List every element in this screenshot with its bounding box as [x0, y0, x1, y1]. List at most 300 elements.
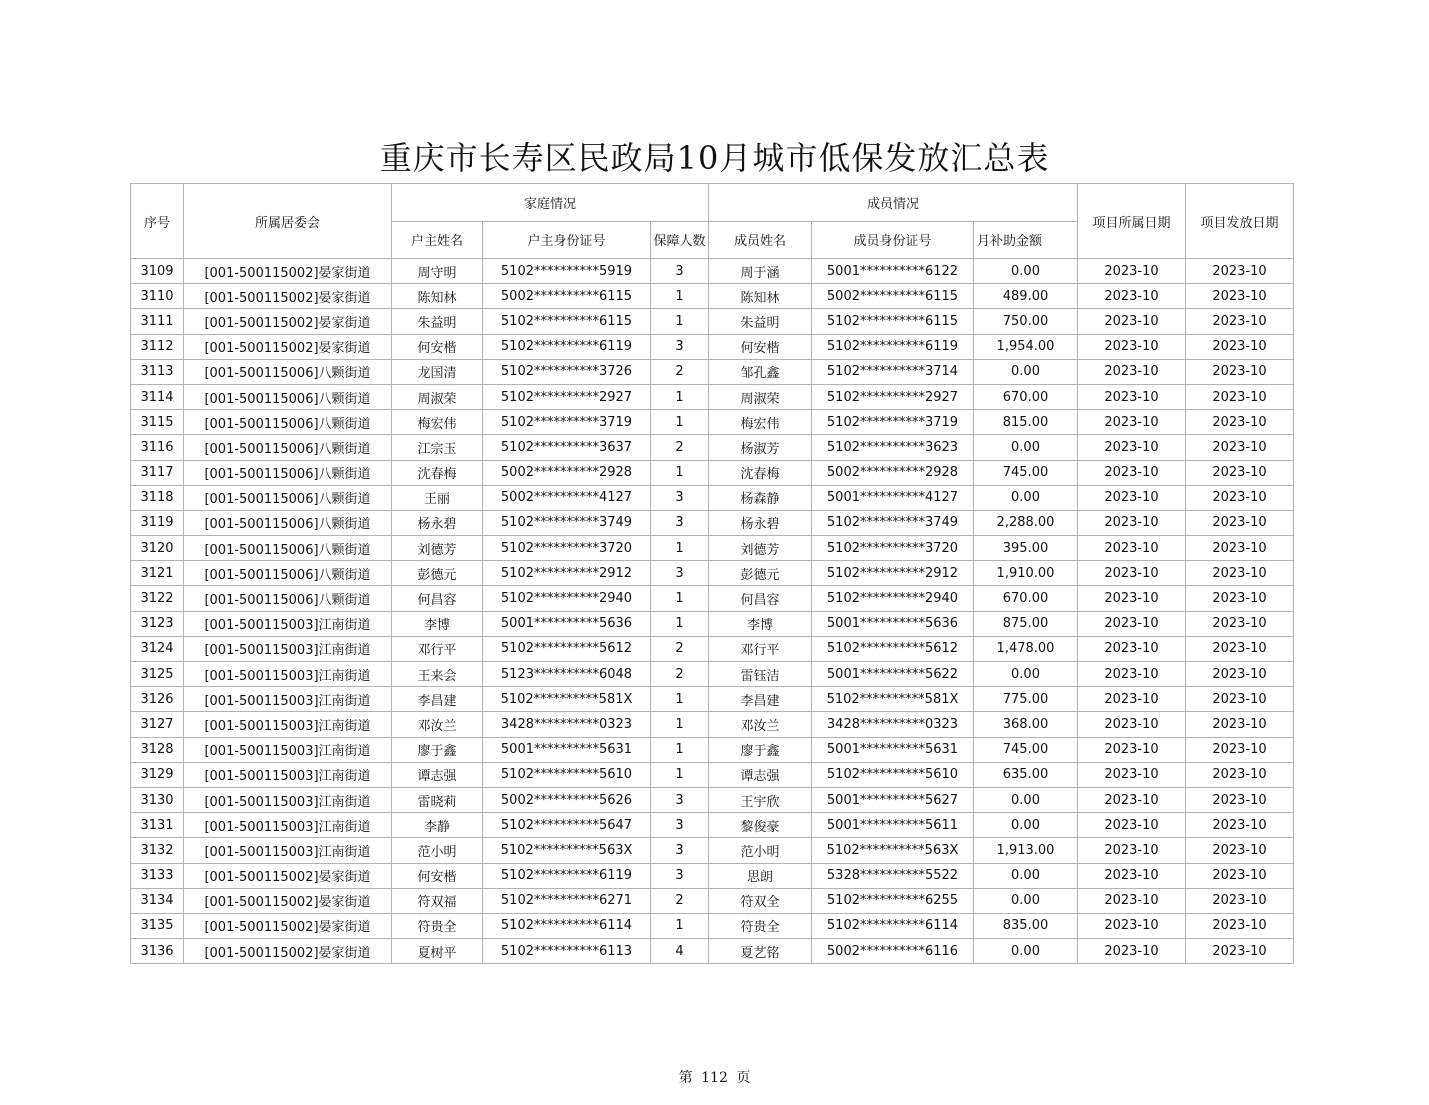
cell-seq: 3122: [131, 586, 184, 611]
cell-committee: [001-500115006]八颗街道: [184, 410, 392, 435]
cell-belong-date: 2023-10: [1078, 687, 1186, 712]
cell-member-name: 邹孔鑫: [709, 359, 812, 384]
cell-member-name: 杨森静: [709, 485, 812, 510]
cell-committee: [001-500115006]八颗街道: [184, 536, 392, 561]
table-row: [131, 460, 1294, 485]
cell-covered: 1: [651, 687, 709, 712]
cell-head-name: 何昌容: [392, 586, 483, 611]
cell-belong-date: 2023-10: [1078, 334, 1186, 359]
cell-subsidy: 875.00: [974, 611, 1078, 636]
cell-seq: 3117: [131, 460, 184, 485]
cell-subsidy: 670.00: [974, 586, 1078, 611]
cell-committee: [001-500115006]八颗街道: [184, 384, 392, 409]
cell-subsidy: 368.00: [974, 712, 1078, 737]
cell-covered: 1: [651, 737, 709, 762]
cell-seq: 3113: [131, 359, 184, 384]
cell-head-id: 5102**********5612: [483, 636, 651, 661]
cell-seq: 3109: [131, 259, 184, 284]
cell-head-id: 5102**********581X: [483, 687, 651, 712]
table-row: [131, 410, 1294, 435]
cell-seq: 3135: [131, 913, 184, 938]
cell-member-name: 邓汝兰: [709, 712, 812, 737]
cell-issue-date: 2023-10: [1186, 485, 1294, 510]
cell-head-name: 江宗玉: [392, 435, 483, 460]
cell-head-id: 5102**********5647: [483, 813, 651, 838]
cell-issue-date: 2023-10: [1186, 435, 1294, 460]
cell-issue-date: 2023-10: [1186, 787, 1294, 812]
cell-member-id: 5001**********5631: [812, 737, 974, 762]
cell-covered: 1: [651, 913, 709, 938]
cell-covered: 1: [651, 460, 709, 485]
cell-covered: 2: [651, 888, 709, 913]
cell-covered: 3: [651, 863, 709, 888]
cell-seq: 3130: [131, 787, 184, 812]
cell-covered: 3: [651, 813, 709, 838]
cell-belong-date: 2023-10: [1078, 762, 1186, 787]
cell-head-name: 范小明: [392, 838, 483, 863]
cell-committee: [001-500115003]江南街道: [184, 662, 392, 687]
cell-head-id: 5102**********6113: [483, 939, 651, 964]
cell-member-name: 黎俊豪: [709, 813, 812, 838]
table-row: [131, 636, 1294, 661]
cell-belong-date: 2023-10: [1078, 359, 1186, 384]
cell-belong-date: 2023-10: [1078, 460, 1186, 485]
cell-member-id: 5102**********3719: [812, 410, 974, 435]
cell-head-id: 5102**********3749: [483, 510, 651, 535]
cell-head-name: 何安楷: [392, 863, 483, 888]
cell-seq: 3121: [131, 561, 184, 586]
cell-subsidy: 0.00: [974, 435, 1078, 460]
table-row: [131, 888, 1294, 913]
cell-seq: 3112: [131, 334, 184, 359]
cell-member-name: 谭志强: [709, 762, 812, 787]
table-row: [131, 334, 1294, 359]
cell-head-id: 5102**********2927: [483, 384, 651, 409]
cell-head-id: 5002**********2928: [483, 460, 651, 485]
cell-seq: 3131: [131, 813, 184, 838]
cell-seq: 3132: [131, 838, 184, 863]
cell-belong-date: 2023-10: [1078, 536, 1186, 561]
cell-head-id: 5102**********2912: [483, 561, 651, 586]
cell-head-id: 5102**********6115: [483, 309, 651, 334]
cell-issue-date: 2023-10: [1186, 410, 1294, 435]
cell-head-name: 沈春梅: [392, 460, 483, 485]
cell-committee: [001-500115006]八颗街道: [184, 460, 392, 485]
cell-subsidy: 0.00: [974, 939, 1078, 964]
cell-seq: 3123: [131, 611, 184, 636]
header-member-name: 成员姓名: [709, 221, 812, 259]
cell-committee: [001-500115003]江南街道: [184, 636, 392, 661]
cell-head-id: 5102**********6119: [483, 334, 651, 359]
table-row: [131, 309, 1294, 334]
cell-subsidy: 745.00: [974, 737, 1078, 762]
cell-issue-date: 2023-10: [1186, 687, 1294, 712]
cell-member-name: 邓行平: [709, 636, 812, 661]
cell-seq: 3126: [131, 687, 184, 712]
cell-committee: [001-500115006]八颗街道: [184, 485, 392, 510]
cell-member-id: 5001**********5636: [812, 611, 974, 636]
cell-issue-date: 2023-10: [1186, 561, 1294, 586]
table-row: [131, 284, 1294, 309]
cell-head-id: 5102**********6271: [483, 888, 651, 913]
header-member-group: 成员情况: [709, 184, 1078, 222]
cell-head-name: 邓汝兰: [392, 712, 483, 737]
cell-subsidy: 635.00: [974, 762, 1078, 787]
cell-committee: [001-500115003]江南街道: [184, 838, 392, 863]
cell-issue-date: 2023-10: [1186, 510, 1294, 535]
table-row: [131, 787, 1294, 812]
cell-head-id: 5102**********3719: [483, 410, 651, 435]
cell-member-name: 朱益明: [709, 309, 812, 334]
cell-head-name: 符贵全: [392, 913, 483, 938]
cell-issue-date: 2023-10: [1186, 586, 1294, 611]
table-row: [131, 712, 1294, 737]
cell-covered: 3: [651, 838, 709, 863]
cell-member-id: 5102**********6115: [812, 309, 974, 334]
cell-member-name: 杨永碧: [709, 510, 812, 535]
footer-suffix: 页: [736, 1070, 751, 1086]
cell-belong-date: 2023-10: [1078, 939, 1186, 964]
cell-head-id: 5123**********6048: [483, 662, 651, 687]
cell-committee: [001-500115002]晏家街道: [184, 863, 392, 888]
header-family-group: 家庭情况: [392, 184, 709, 222]
cell-member-id: 5102**********2940: [812, 586, 974, 611]
table-row: [131, 813, 1294, 838]
cell-subsidy: 395.00: [974, 536, 1078, 561]
table-header: [131, 184, 1294, 259]
table-row: [131, 913, 1294, 938]
cell-seq: 3115: [131, 410, 184, 435]
cell-issue-date: 2023-10: [1186, 737, 1294, 762]
cell-committee: [001-500115003]江南街道: [184, 687, 392, 712]
cell-belong-date: 2023-10: [1078, 636, 1186, 661]
cell-member-id: 5102**********5610: [812, 762, 974, 787]
cell-member-name: 梅宏伟: [709, 410, 812, 435]
cell-covered: 1: [651, 611, 709, 636]
cell-subsidy: 745.00: [974, 460, 1078, 485]
cell-member-name: 范小明: [709, 838, 812, 863]
cell-covered: 2: [651, 435, 709, 460]
cell-subsidy: 1,478.00: [974, 636, 1078, 661]
cell-subsidy: 0.00: [974, 359, 1078, 384]
cell-member-id: 5102**********3623: [812, 435, 974, 460]
cell-committee: [001-500115003]江南街道: [184, 762, 392, 787]
cell-covered: 1: [651, 762, 709, 787]
cell-member-name: 王宇欣: [709, 787, 812, 812]
cell-committee: [001-500115003]江南街道: [184, 712, 392, 737]
page-title: 重庆市长寿区民政局10月城市低保发放汇总表: [379, 139, 1050, 177]
cell-member-name: 陈知林: [709, 284, 812, 309]
cell-member-name: 思朗: [709, 863, 812, 888]
cell-belong-date: 2023-10: [1078, 787, 1186, 812]
cell-belong-date: 2023-10: [1078, 284, 1186, 309]
header-member-id: 成员身份证号: [812, 221, 974, 259]
table-row: [131, 536, 1294, 561]
cell-committee: [001-500115006]八颗街道: [184, 359, 392, 384]
cell-issue-date: 2023-10: [1186, 662, 1294, 687]
cell-head-name: 廖于鑫: [392, 737, 483, 762]
cell-head-name: 周淑荣: [392, 384, 483, 409]
cell-member-id: 5001**********6122: [812, 259, 974, 284]
cell-head-name: 雷晓莉: [392, 787, 483, 812]
cell-issue-date: 2023-10: [1186, 813, 1294, 838]
cell-head-id: 5102**********563X: [483, 838, 651, 863]
cell-head-id: 3428**********0323: [483, 712, 651, 737]
cell-member-id: 5002**********6116: [812, 939, 974, 964]
cell-subsidy: 0.00: [974, 813, 1078, 838]
cell-subsidy: 0.00: [974, 485, 1078, 510]
cell-head-name: 朱益明: [392, 309, 483, 334]
cell-belong-date: 2023-10: [1078, 510, 1186, 535]
cell-member-name: 何安楷: [709, 334, 812, 359]
cell-issue-date: 2023-10: [1186, 309, 1294, 334]
cell-subsidy: 0.00: [974, 662, 1078, 687]
allowance-table: [130, 183, 1294, 964]
cell-seq: 3133: [131, 863, 184, 888]
cell-subsidy: 0.00: [974, 863, 1078, 888]
cell-head-name: 杨永碧: [392, 510, 483, 535]
footer-prefix: 第: [678, 1070, 693, 1086]
cell-subsidy: 1,910.00: [974, 561, 1078, 586]
cell-member-id: 5001**********5611: [812, 813, 974, 838]
cell-belong-date: 2023-10: [1078, 485, 1186, 510]
cell-head-id: 5102**********3720: [483, 536, 651, 561]
cell-committee: [001-500115003]江南街道: [184, 737, 392, 762]
cell-head-id: 5102**********3726: [483, 359, 651, 384]
cell-belong-date: 2023-10: [1078, 712, 1186, 737]
cell-issue-date: 2023-10: [1186, 359, 1294, 384]
cell-issue-date: 2023-10: [1186, 536, 1294, 561]
cell-member-name: 刘德芳: [709, 536, 812, 561]
cell-committee: [001-500115002]晏家街道: [184, 259, 392, 284]
cell-member-id: 5102**********6114: [812, 913, 974, 938]
cell-subsidy: 750.00: [974, 309, 1078, 334]
cell-belong-date: 2023-10: [1078, 913, 1186, 938]
cell-committee: [001-500115002]晏家街道: [184, 888, 392, 913]
cell-belong-date: 2023-10: [1078, 813, 1186, 838]
cell-issue-date: 2023-10: [1186, 863, 1294, 888]
cell-covered: 1: [651, 586, 709, 611]
page-number: 112: [701, 1070, 728, 1086]
table-row: [131, 384, 1294, 409]
cell-covered: 3: [651, 259, 709, 284]
cell-member-id: 5102**********3749: [812, 510, 974, 535]
page-footer: [0, 1068, 1429, 1088]
cell-member-id: 5001**********5622: [812, 662, 974, 687]
cell-member-name: 符贵全: [709, 913, 812, 938]
table-row: [131, 687, 1294, 712]
cell-subsidy: 1,913.00: [974, 838, 1078, 863]
cell-committee: [001-500115002]晏家街道: [184, 913, 392, 938]
cell-belong-date: 2023-10: [1078, 888, 1186, 913]
header-seq: 序号: [131, 184, 184, 259]
cell-head-name: 王来会: [392, 662, 483, 687]
cell-member-id: 5328**********5522: [812, 863, 974, 888]
cell-subsidy: 0.00: [974, 888, 1078, 913]
cell-member-id: 5001**********5627: [812, 787, 974, 812]
cell-belong-date: 2023-10: [1078, 737, 1186, 762]
cell-subsidy: 1,954.00: [974, 334, 1078, 359]
header-covered: 保障人数: [651, 221, 709, 259]
header-head-name: 户主姓名: [392, 221, 483, 259]
cell-issue-date: 2023-10: [1186, 712, 1294, 737]
cell-committee: [001-500115006]八颗街道: [184, 435, 392, 460]
table-row: [131, 485, 1294, 510]
cell-subsidy: 489.00: [974, 284, 1078, 309]
cell-member-name: 符双全: [709, 888, 812, 913]
table-row: [131, 561, 1294, 586]
cell-covered: 1: [651, 536, 709, 561]
cell-member-id: 5102**********581X: [812, 687, 974, 712]
cell-seq: 3111: [131, 309, 184, 334]
table-body: [131, 259, 1294, 964]
cell-committee: [001-500115002]晏家街道: [184, 334, 392, 359]
cell-covered: 4: [651, 939, 709, 964]
cell-covered: 3: [651, 510, 709, 535]
cell-covered: 1: [651, 712, 709, 737]
cell-subsidy: 0.00: [974, 259, 1078, 284]
cell-subsidy: 0.00: [974, 787, 1078, 812]
cell-committee: [001-500115002]晏家街道: [184, 309, 392, 334]
cell-seq: 3127: [131, 712, 184, 737]
header-issue-date: 项目发放日期: [1186, 184, 1294, 259]
cell-covered: 3: [651, 561, 709, 586]
cell-head-id: 5102**********2940: [483, 586, 651, 611]
cell-belong-date: 2023-10: [1078, 611, 1186, 636]
table-row: [131, 662, 1294, 687]
cell-covered: 2: [651, 636, 709, 661]
table-row: [131, 838, 1294, 863]
cell-covered: 1: [651, 410, 709, 435]
cell-member-id: 5102**********6255: [812, 888, 974, 913]
cell-covered: 2: [651, 662, 709, 687]
cell-head-name: 梅宏伟: [392, 410, 483, 435]
cell-member-id: 5102**********3714: [812, 359, 974, 384]
header-subsidy: 月补助金额: [974, 221, 1078, 259]
cell-member-name: 沈春梅: [709, 460, 812, 485]
cell-covered: 3: [651, 334, 709, 359]
cell-covered: 2: [651, 359, 709, 384]
cell-belong-date: 2023-10: [1078, 410, 1186, 435]
cell-seq: 3119: [131, 510, 184, 535]
cell-head-id: 5001**********5631: [483, 737, 651, 762]
cell-member-id: 5001**********4127: [812, 485, 974, 510]
cell-member-id: 5102**********563X: [812, 838, 974, 863]
cell-seq: 3120: [131, 536, 184, 561]
cell-seq: 3124: [131, 636, 184, 661]
cell-member-name: 雷钰洁: [709, 662, 812, 687]
cell-committee: [001-500115003]江南街道: [184, 813, 392, 838]
table-row: [131, 939, 1294, 964]
cell-member-name: 周于涵: [709, 259, 812, 284]
cell-seq: 3134: [131, 888, 184, 913]
cell-belong-date: 2023-10: [1078, 586, 1186, 611]
cell-member-name: 何昌容: [709, 586, 812, 611]
cell-issue-date: 2023-10: [1186, 384, 1294, 409]
cell-seq: 3136: [131, 939, 184, 964]
cell-committee: [001-500115003]江南街道: [184, 787, 392, 812]
cell-issue-date: 2023-10: [1186, 913, 1294, 938]
cell-head-name: 谭志强: [392, 762, 483, 787]
cell-head-id: 5002**********4127: [483, 485, 651, 510]
cell-member-id: 5102**********2912: [812, 561, 974, 586]
header-head-id: 户主身份证号: [483, 221, 651, 259]
cell-covered: 1: [651, 309, 709, 334]
cell-issue-date: 2023-10: [1186, 838, 1294, 863]
cell-head-name: 陈知林: [392, 284, 483, 309]
cell-member-name: 夏艺铭: [709, 939, 812, 964]
cell-member-name: 周淑荣: [709, 384, 812, 409]
cell-belong-date: 2023-10: [1078, 309, 1186, 334]
cell-head-name: 李昌建: [392, 687, 483, 712]
header-belong-date: 项目所属日期: [1078, 184, 1186, 259]
cell-seq: 3116: [131, 435, 184, 460]
cell-member-name: 杨淑芳: [709, 435, 812, 460]
cell-seq: 3129: [131, 762, 184, 787]
cell-covered: 1: [651, 284, 709, 309]
cell-head-name: 周守明: [392, 259, 483, 284]
cell-issue-date: 2023-10: [1186, 259, 1294, 284]
cell-head-id: 5102**********5610: [483, 762, 651, 787]
cell-member-name: 李博: [709, 611, 812, 636]
cell-head-id: 5001**********5636: [483, 611, 651, 636]
cell-subsidy: 835.00: [974, 913, 1078, 938]
cell-subsidy: 775.00: [974, 687, 1078, 712]
table-row: [131, 359, 1294, 384]
cell-issue-date: 2023-10: [1186, 888, 1294, 913]
table-row: [131, 435, 1294, 460]
cell-committee: [001-500115002]晏家街道: [184, 284, 392, 309]
cell-belong-date: 2023-10: [1078, 662, 1186, 687]
cell-issue-date: 2023-10: [1186, 460, 1294, 485]
cell-member-id: 5102**********5612: [812, 636, 974, 661]
cell-seq: 3114: [131, 384, 184, 409]
cell-head-id: 5102**********5919: [483, 259, 651, 284]
cell-head-name: 彭德元: [392, 561, 483, 586]
cell-head-id: 5002**********5626: [483, 787, 651, 812]
cell-belong-date: 2023-10: [1078, 863, 1186, 888]
cell-head-name: 邓行平: [392, 636, 483, 661]
cell-member-id: 5002**********6115: [812, 284, 974, 309]
table-row: [131, 510, 1294, 535]
cell-head-id: 5002**********6115: [483, 284, 651, 309]
cell-head-id: 5102**********6119: [483, 863, 651, 888]
cell-member-id: 5102**********3720: [812, 536, 974, 561]
cell-head-name: 李静: [392, 813, 483, 838]
cell-issue-date: 2023-10: [1186, 334, 1294, 359]
cell-seq: 3125: [131, 662, 184, 687]
table-row: [131, 586, 1294, 611]
cell-head-name: 刘德芳: [392, 536, 483, 561]
cell-committee: [001-500115006]八颗街道: [184, 586, 392, 611]
cell-head-name: 何安楷: [392, 334, 483, 359]
cell-member-name: 李昌建: [709, 687, 812, 712]
cell-issue-date: 2023-10: [1186, 636, 1294, 661]
cell-issue-date: 2023-10: [1186, 762, 1294, 787]
cell-head-name: 符双福: [392, 888, 483, 913]
cell-issue-date: 2023-10: [1186, 939, 1294, 964]
cell-subsidy: 815.00: [974, 410, 1078, 435]
cell-member-id: 3428**********0323: [812, 712, 974, 737]
cell-subsidy: 670.00: [974, 384, 1078, 409]
cell-belong-date: 2023-10: [1078, 435, 1186, 460]
cell-belong-date: 2023-10: [1078, 384, 1186, 409]
cell-head-name: 夏树平: [392, 939, 483, 964]
table-row: [131, 863, 1294, 888]
cell-member-id: 5002**********2928: [812, 460, 974, 485]
cell-member-id: 5102**********2927: [812, 384, 974, 409]
cell-covered: 3: [651, 485, 709, 510]
